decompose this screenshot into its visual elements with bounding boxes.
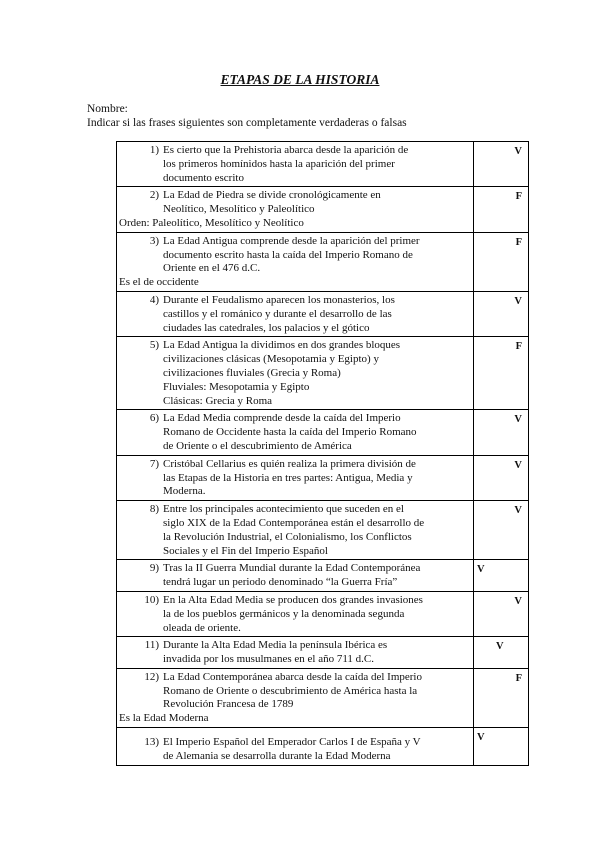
question-text [163,736,469,764]
question-line: invadida por los musulmanes en el año 711 d.C. [163,653,375,666]
question-cell [117,232,474,291]
question-line: civilizaciones fluviales (Grecia y Roma) [163,366,341,379]
question-number: 10) [144,593,159,606]
question-line: la de los pueblos germánicos y la denominada segunda [163,607,405,620]
question-row [117,232,529,291]
question-row [117,668,529,727]
question-line: tendrá lugar un periodo denominado “la Guerra Fría” [163,576,398,589]
answer-mark: V [477,564,485,576]
question-text [163,594,469,635]
correction-note: Es el de occidente [119,276,199,289]
question-line: La Edad de Piedra se divide cronológicamente en [163,189,381,202]
question-text [163,639,469,667]
answer-mark: V [496,641,504,653]
page-title: ETAPAS DE LA HISTORIA [220,72,380,87]
question-text [163,412,469,453]
question-line: La Edad Media comprende desde la caída del Imperio [163,412,401,425]
question-text [163,339,469,408]
question-line: Moderna. [163,485,206,498]
question-line: Es cierto que la Prehistoria abarca desde la aparición de [163,144,409,156]
question-row [117,728,529,766]
answer-mark: V [514,146,522,157]
question-line: Sociales y el Fin del Imperio Español [163,544,328,557]
question-row [117,637,529,669]
answer-mark: F [515,191,522,203]
answer-cell [474,187,529,232]
answer-mark: V [514,459,522,471]
question-number: 4) [149,293,159,306]
answer-mark: F [515,236,522,248]
question-cell [117,291,474,336]
question-number: 9) [149,562,159,575]
question-text [163,503,469,558]
question-cell [117,637,474,669]
question-number: 8) [149,503,159,516]
question-row [117,560,529,592]
question-number: 6) [149,412,159,425]
question-cell [117,337,474,410]
answer-mark: F [515,341,522,353]
question-line: Romano de Occidente hasta la caída del Imperio Romano [163,426,417,439]
question-line: La Edad Antigua comprende desde la aparición del primer [163,234,420,247]
answer-cell [474,410,529,455]
answer-cell [474,337,529,410]
question-line: Entre los principales acontecimiento que suceden en el [163,503,404,516]
question-line: civilizaciones clásicas (Mesopotamia y Egipto) y [163,353,379,366]
name-label: Nombre: [87,103,128,115]
question-line: Durante el Feudalismo aparecen los monasterios, los [163,293,395,306]
question-text [163,235,469,276]
question-line: la Revolución Industrial, el Colonialismo, los Conflictos [163,530,412,543]
question-line: Romano de Oriente o descubrimiento de América hasta la [163,684,418,697]
question-line: Clásicas: Grecia y Roma [163,394,273,407]
question-line: Neolítico, Mesolítico y Paleolítico [163,203,315,216]
question-cell [117,728,474,766]
question-number: 11) [144,639,159,652]
answer-cell [474,455,529,500]
question-row [117,337,529,410]
question-text [163,562,469,590]
question-cell [117,187,474,232]
question-row [117,142,529,187]
question-cell [117,560,474,592]
correction-note: Orden: Paleolítico, Mesolítico y Neolítico [119,216,304,229]
answer-cell [474,668,529,727]
answer-cell [474,232,529,291]
question-row [117,591,529,636]
answer-mark: V [477,732,485,744]
question-line: documento escrito hasta la caída del Imperio Romano de [163,248,413,261]
answer-cell [474,637,529,669]
question-number: 12) [144,670,159,683]
question-line: La Edad Antigua la dividimos en dos grandes bloques [163,339,401,352]
question-text [163,294,469,335]
question-number: 13) [144,736,159,749]
answer-cell [474,501,529,560]
question-row [117,410,529,455]
question-text [163,671,469,712]
question-line: El Imperio Español del Emperador Carlos I de España y V [163,736,421,749]
answer-mark: V [514,295,522,307]
question-line: siglo XIX de la Edad Contemporánea están el desarrollo de [163,516,425,529]
question-line: Tras la II Guerra Mundial durante la Edad Contemporánea [163,562,421,575]
question-number: 1) [149,144,159,156]
answer-cell [474,591,529,636]
question-number: 2) [149,189,159,202]
question-line: Durante la Alta Edad Media la península Ibérica es [163,639,388,652]
question-line: las Etapas de la Historia en tres partes: Antigua, Media y [163,471,413,484]
question-line: oleada de oriente. [163,621,241,634]
answer-cell [474,291,529,336]
question-line: Fluviales: Mesopotamia y Egipto [163,380,310,393]
answer-cell [474,560,529,592]
answer-cell [474,728,529,766]
question-text [163,189,469,217]
question-text [163,458,469,499]
question-cell [117,410,474,455]
question-row [117,455,529,500]
question-line: documento escrito [163,171,244,184]
question-row [117,291,529,336]
question-text [163,144,469,185]
question-cell [117,455,474,500]
question-line: los primeros homínidos hasta la aparición del primer [163,157,395,170]
question-number: 7) [149,457,159,470]
question-cell [117,668,474,727]
question-line: castillos y el románico y durante el desarrollo de las [163,307,392,320]
question-cell [117,142,474,187]
question-line: En la Alta Edad Media se producen dos grandes invasiones [163,593,423,606]
question-line: de Oriente o el descubrimiento de América [163,439,352,452]
question-line: La Edad Contemporánea abarca desde la caída del Imperio [163,670,422,683]
question-line: ciudades las catedrales, los palacios y el gótico [163,321,370,334]
question-line: Oriente en el 476 d.C. [163,262,261,275]
question-line: Cristóbal Cellarius es quién realiza la primera división de [163,457,416,470]
instructions: Indicar si las frases siguientes son completamente verdaderas o falsas [87,117,407,129]
question-row [117,501,529,560]
answer-mark: V [514,595,522,607]
question-number: 5) [149,339,159,352]
question-row [117,187,529,232]
questions-table [116,141,529,766]
question-number: 3) [149,234,159,247]
correction-note: Es la Edad Moderna [119,712,209,725]
answer-mark: V [514,505,522,517]
question-line: de Alemania se desarrolla durante la Edad Moderna [163,749,391,762]
answer-mark: F [515,672,522,684]
answer-cell [474,142,529,187]
answer-mark: V [514,414,522,426]
question-line: Revolución Francesa de 1789 [163,698,294,711]
question-cell [117,501,474,560]
question-cell [117,591,474,636]
